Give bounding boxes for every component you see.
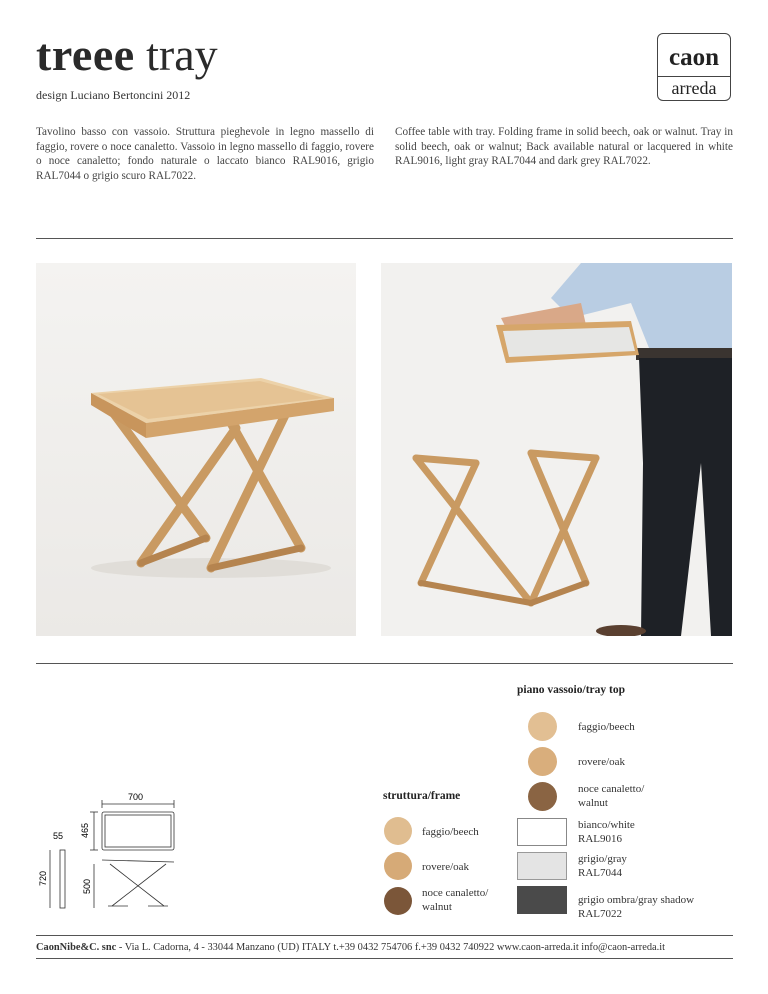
product-title (36, 30, 218, 80)
finish-dark-gray-line2: RAL7022 (578, 908, 622, 920)
tray-table-illustration (36, 263, 356, 636)
divider-footer-top (36, 935, 733, 936)
product-title-light: tray (146, 29, 218, 80)
tray-walnut-label-line2: walnut (578, 797, 608, 809)
dim-thickness: 55 (53, 831, 64, 841)
description-italian: Tavolino basso con vassoio. Struttura pieghevole in legno massello di faggio, rovere o noce canaletto. Vassoio in legno massello di faggio, rovere o noce canaletto; fondo naturale o laccato bianco RAL9016, grigio RAL7044 o grigio scuro RAL7022. (36, 126, 374, 182)
tray-beech-swatch (528, 712, 557, 741)
frame-walnut-line1: noce canaletto/ (422, 887, 489, 899)
finish-gray-label (578, 852, 627, 880)
caon-arreda-logo (657, 33, 731, 101)
tray-walnut-label (578, 782, 644, 810)
divider-top (36, 238, 733, 239)
finish-white-line1: bianco/white (578, 819, 635, 831)
tray-walnut-swatch (528, 782, 557, 811)
finish-white-label (578, 818, 635, 846)
frame-heading: struttura/frame (383, 790, 461, 802)
tray-oak-label: rovere/oak (578, 756, 626, 768)
frame-oak-label: rovere/oak (422, 861, 470, 873)
finish-white-swatch (517, 818, 567, 846)
divider-middle (36, 663, 733, 664)
tray-oak-swatch (528, 747, 557, 776)
frame-walnut-line2: walnut (422, 901, 452, 913)
frame-beech-swatch (384, 817, 412, 845)
logo-bottom-text: arreda (671, 78, 717, 98)
finish-dark-gray-line1: grigio ombra/gray shadow (578, 894, 695, 906)
usage-illustration (381, 263, 732, 636)
divider-footer-bottom (36, 958, 733, 959)
product-photo-usage (381, 263, 732, 636)
tray-beech-label: faggio/beech (578, 721, 635, 733)
footer-address: - Via L. Cadorna, 4 - 33044 Manzano (UD) ITALY t.+39 0432 754706 f.+39 0432 740922 www.caon-arreda.it info@caon-arreda.it (116, 942, 666, 953)
frame-walnut-label (422, 886, 488, 914)
finish-gray-line2: RAL7044 (578, 867, 622, 879)
finish-gray-line1: grigio/gray (578, 853, 627, 865)
tray-top-heading: piano vassoio/tray top (517, 684, 625, 696)
frame-oak-swatch (384, 852, 412, 880)
dimension-drawing (36, 790, 216, 915)
technical-drawing (36, 790, 216, 915)
finish-dark-gray-swatch (517, 886, 567, 914)
dim-depth: 465 (80, 822, 90, 838)
product-title-bold: treee (36, 29, 135, 80)
logo-top-text: caon (669, 44, 719, 71)
dim-height: 500 (82, 878, 92, 894)
designer-credit: design Luciano Bertoncini 2012 (36, 88, 191, 102)
product-photo-table (36, 263, 356, 636)
footer-company: CaonNibe&C. snc (36, 942, 117, 953)
description-english: Coffee table with tray. Folding frame in solid beech, oak or walnut. Tray in solid beech, oak or walnut; Back available natural or lacquered in white RAL9016, light gray RAL7044 and dark grey RAL7022. (395, 126, 733, 168)
finish-gray-swatch (517, 852, 567, 880)
frame-beech-label: faggio/beech (422, 826, 479, 838)
finish-dark-gray-label (578, 893, 694, 921)
finish-white-line2: RAL9016 (578, 833, 622, 845)
footer-contact (36, 942, 665, 953)
frame-walnut-swatch (384, 887, 412, 915)
dim-height-total: 720 (38, 870, 48, 886)
tray-walnut-label-line1: noce canaletto/ (578, 783, 645, 795)
dim-width: 700 (128, 792, 144, 802)
